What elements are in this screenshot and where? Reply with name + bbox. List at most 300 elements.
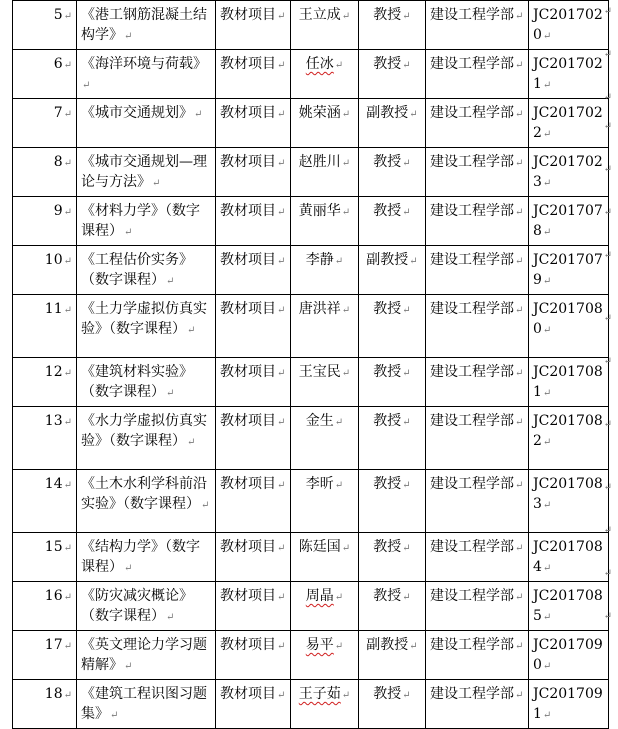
paragraph-mark: ↵ [402, 368, 411, 379]
row-number-cell [13, 99, 77, 148]
paragraph-mark: ↵ [341, 11, 351, 22]
paragraph-mark: ↵ [63, 11, 72, 22]
paragraph-mark: ↵ [542, 661, 552, 672]
row-number-cell [13, 50, 77, 99]
rank-cell [359, 50, 426, 99]
paragraph-mark: ↵ [124, 661, 133, 672]
project-code-text: JC2017021 [533, 56, 603, 92]
paragraph-mark: ↵ [402, 207, 411, 218]
paragraph-mark: ↵ [63, 480, 72, 491]
paragraph-mark: ↵ [409, 256, 418, 267]
rank-cell [359, 295, 426, 358]
person-cell [291, 533, 359, 582]
person-cell [291, 197, 359, 246]
row-number-text: 15 [44, 539, 63, 555]
project-title-cell [77, 631, 216, 680]
person-text: 李昕 [305, 476, 334, 492]
project-code-text: JC2017079 [533, 252, 603, 288]
project-title-text: 《英文理论力学习题精解》 [81, 637, 207, 673]
department-cell [426, 533, 529, 582]
paragraph-mark: ↵ [402, 60, 411, 71]
table-row [13, 148, 609, 197]
project-type-text: 教材项目 [220, 539, 276, 555]
person-text: 王立成 [298, 7, 341, 23]
paragraph-mark: ↵ [334, 60, 344, 71]
paragraph-mark: ↵ [124, 563, 133, 574]
row-number-text: 14 [44, 476, 63, 492]
paragraph-mark: ↵ [334, 480, 344, 491]
row-end-mark: ↵ [603, 482, 612, 493]
row-end-mark: ↵ [603, 250, 612, 261]
rank-text: 教授 [373, 7, 402, 23]
paragraph-mark: ↵ [341, 543, 351, 554]
paragraph-mark: ↵ [201, 500, 210, 511]
person-text: 金生 [305, 413, 334, 429]
person-text: 王宝民 [298, 364, 341, 380]
paragraph-mark: ↵ [402, 690, 411, 701]
department-cell [426, 1, 529, 50]
paragraph-mark: ↵ [402, 592, 411, 603]
paragraph-mark: ↵ [515, 690, 524, 701]
paragraph-mark: ↵ [63, 109, 72, 120]
person-cell [291, 50, 359, 99]
paragraph-mark: ↵ [63, 690, 72, 701]
project-type-cell [216, 148, 291, 197]
department-text: 建设工程学部 [430, 364, 514, 380]
rank-text: 教授 [373, 56, 402, 72]
rank-text: 教授 [373, 413, 402, 429]
paragraph-mark: ↵ [277, 207, 286, 218]
paragraph-mark: ↵ [277, 60, 286, 71]
rank-text: 副教授 [366, 252, 409, 268]
row-number-text: 5 [53, 7, 63, 23]
project-type-text: 教材项目 [220, 637, 276, 653]
row-number-cell [13, 295, 77, 358]
rank-cell [359, 246, 426, 295]
row-number-cell [13, 1, 77, 50]
paragraph-mark: ↵ [341, 305, 351, 316]
table-row [13, 631, 609, 680]
row-number-cell [13, 148, 77, 197]
row-number-cell [13, 533, 77, 582]
project-code-text: JC2017081 [533, 364, 603, 400]
paragraph-mark: ↵ [402, 417, 411, 428]
rank-text: 教授 [373, 476, 402, 492]
row-end-mark: ↵ [603, 568, 612, 579]
rank-cell [359, 582, 426, 631]
department-text: 建设工程学部 [430, 203, 514, 219]
project-title-cell [77, 407, 216, 470]
paragraph-mark: ↵ [277, 543, 286, 554]
person-cell [291, 358, 359, 407]
row-end-marks [603, 0, 612, 666]
project-title-cell [77, 1, 216, 50]
row-end-mark: ↵ [603, 6, 612, 17]
paragraph-mark: ↵ [542, 563, 552, 574]
department-text: 建设工程学部 [430, 301, 514, 317]
rank-text: 教授 [373, 364, 402, 380]
project-title-text: 《建筑工程识图习题集》 [81, 686, 207, 722]
project-code-cell [529, 631, 609, 680]
paragraph-mark: ↵ [542, 129, 552, 140]
department-text: 建设工程学部 [430, 154, 514, 170]
row-number-cell [13, 470, 77, 533]
paragraph-mark: ↵ [334, 256, 344, 267]
row-number-text: 6 [53, 56, 63, 72]
project-type-text: 教材项目 [220, 105, 276, 121]
department-cell [426, 50, 529, 99]
project-title-text: 《土力学虚拟仿真实验》（数字课程） [81, 301, 207, 337]
department-text: 建设工程学部 [430, 588, 514, 604]
paragraph-mark: ↵ [187, 437, 196, 448]
person-text: 李静 [305, 252, 334, 268]
row-end-mark: ↵ [603, 419, 612, 430]
row-end-mark: ↵ [603, 92, 612, 103]
paragraph-mark: ↵ [542, 388, 552, 399]
project-type-text: 教材项目 [220, 301, 276, 317]
project-type-cell [216, 50, 291, 99]
table-row [13, 1, 609, 50]
department-cell [426, 295, 529, 358]
paragraph-mark: ↵ [63, 60, 72, 71]
paragraph-mark: ↵ [277, 690, 286, 701]
row-number-cell [13, 680, 77, 729]
paragraph-mark: ↵ [277, 11, 286, 22]
paragraph-mark: ↵ [515, 543, 524, 554]
project-code-cell [529, 197, 609, 246]
person-text: 黄丽华 [298, 203, 341, 219]
project-type-cell [216, 246, 291, 295]
department-cell [426, 407, 529, 470]
department-cell [426, 197, 529, 246]
project-code-cell [529, 246, 609, 295]
paragraph-mark: ↵ [542, 227, 552, 238]
paragraph-mark: ↵ [277, 368, 286, 379]
paragraph-mark: ↵ [334, 641, 344, 652]
paragraph-mark: ↵ [542, 178, 552, 189]
paragraph-mark: ↵ [277, 592, 286, 603]
paragraph-mark: ↵ [515, 592, 524, 603]
project-type-cell [216, 1, 291, 50]
project-code-text: JC2017078 [533, 203, 603, 239]
project-code-text: JC2017090 [533, 637, 603, 673]
rank-cell [359, 1, 426, 50]
table-row [13, 246, 609, 295]
department-cell [426, 246, 529, 295]
paragraph-mark: ↵ [515, 11, 524, 22]
paragraph-mark: ↵ [542, 31, 552, 42]
project-type-text: 教材项目 [220, 686, 276, 702]
paragraph-mark: ↵ [402, 305, 411, 316]
paragraph-mark: ↵ [542, 710, 552, 721]
row-number-cell [13, 631, 77, 680]
project-type-cell [216, 99, 291, 148]
project-type-text: 教材项目 [220, 154, 276, 170]
table-row [13, 470, 609, 533]
department-text: 建设工程学部 [430, 7, 514, 23]
project-code-cell [529, 582, 609, 631]
paragraph-mark: ↵ [82, 80, 91, 91]
project-title-cell [77, 582, 216, 631]
person-cell [291, 1, 359, 50]
rank-cell [359, 533, 426, 582]
project-type-text: 教材项目 [220, 252, 276, 268]
project-type-cell [216, 358, 291, 407]
project-code-cell [529, 1, 609, 50]
department-cell [426, 631, 529, 680]
person-text: 周晶 [305, 588, 334, 604]
rank-text: 教授 [373, 686, 402, 702]
department-text: 建设工程学部 [430, 252, 514, 268]
row-end-mark: ↵ [603, 611, 612, 622]
project-type-cell [216, 470, 291, 533]
project-code-cell [529, 295, 609, 358]
paragraph-mark: ↵ [166, 612, 175, 623]
paragraph-mark: ↵ [515, 480, 524, 491]
project-type-text: 教材项目 [220, 364, 276, 380]
department-text: 建设工程学部 [430, 56, 514, 72]
table-row [13, 533, 609, 582]
paragraph-mark: ↵ [63, 641, 72, 652]
person-text: 姚荣涵 [298, 105, 341, 121]
paragraph-mark: ↵ [409, 641, 418, 652]
paragraph-mark: ↵ [542, 437, 552, 448]
row-end-mark: ↵ [603, 49, 612, 60]
paragraph-mark: ↵ [334, 417, 344, 428]
row-number-cell [13, 582, 77, 631]
person-text: 陈廷国 [298, 539, 341, 555]
paragraph-mark: ↵ [515, 207, 524, 218]
row-number-text: 16 [44, 588, 63, 604]
row-number-cell [13, 407, 77, 470]
project-code-cell [529, 680, 609, 729]
project-type-cell [216, 680, 291, 729]
project-code-text: JC2017023 [533, 154, 603, 190]
rank-text: 教授 [373, 203, 402, 219]
paragraph-mark: ↵ [542, 325, 552, 336]
row-number-cell [13, 246, 77, 295]
paragraph-mark: ↵ [124, 31, 133, 42]
project-type-cell [216, 407, 291, 470]
project-code-cell [529, 470, 609, 533]
project-code-text: JC2017083 [533, 476, 603, 512]
project-title-cell [77, 358, 216, 407]
paragraph-mark: ↵ [542, 500, 552, 511]
row-number-text: 12 [44, 364, 63, 380]
rank-text: 教授 [373, 539, 402, 555]
paragraph-mark: ↵ [515, 158, 524, 169]
project-code-text: JC2017080 [533, 301, 603, 337]
project-code-text: JC2017085 [533, 588, 603, 624]
paragraph-mark: ↵ [402, 543, 411, 554]
table-row [13, 358, 609, 407]
paragraph-mark: ↵ [277, 417, 286, 428]
project-code-text: JC2017022 [533, 105, 603, 141]
paragraph-mark: ↵ [341, 690, 351, 701]
paragraph-mark: ↵ [542, 612, 552, 623]
project-title-text: 《港工钢筋混凝土结构学》 [81, 7, 207, 43]
project-type-text: 教材项目 [220, 476, 276, 492]
row-end-mark: ↵ [603, 207, 612, 218]
project-code-cell [529, 533, 609, 582]
row-number-text: 9 [53, 203, 63, 219]
department-text: 建设工程学部 [430, 637, 514, 653]
project-title-text: 《工程估价实务》（数字课程） [81, 252, 193, 288]
table-row [13, 582, 609, 631]
row-end-mark: ↵ [603, 164, 612, 175]
rank-cell [359, 99, 426, 148]
paragraph-mark: ↵ [341, 368, 351, 379]
paragraph-mark: ↵ [341, 207, 351, 218]
project-type-cell [216, 582, 291, 631]
project-type-cell [216, 197, 291, 246]
department-cell [426, 99, 529, 148]
project-code-cell [529, 148, 609, 197]
paragraph-mark: ↵ [277, 256, 286, 267]
paragraph-mark: ↵ [63, 158, 72, 169]
rank-text: 副教授 [366, 637, 409, 653]
department-cell [426, 582, 529, 631]
paragraph-mark: ↵ [63, 305, 72, 316]
table-row [13, 680, 609, 729]
paragraph-mark: ↵ [402, 158, 411, 169]
paragraph-mark: ↵ [63, 543, 72, 554]
person-text: 唐洪祥 [298, 301, 341, 317]
paragraph-mark: ↵ [63, 207, 72, 218]
paragraph-mark: ↵ [341, 109, 351, 120]
project-title-text: 《城市交通规划—理论与方法》 [81, 154, 207, 190]
rank-text: 教授 [373, 588, 402, 604]
project-title-cell [77, 197, 216, 246]
project-title-cell [77, 148, 216, 197]
department-cell [426, 470, 529, 533]
row-end-mark: ↵ [603, 121, 612, 132]
paragraph-mark: ↵ [63, 417, 72, 428]
row-number-text: 8 [53, 154, 63, 170]
rank-cell [359, 358, 426, 407]
row-number-text: 7 [53, 105, 63, 121]
department-text: 建设工程学部 [430, 105, 514, 121]
department-text: 建设工程学部 [430, 476, 514, 492]
project-title-text: 《水力学虚拟仿真实验》（数字课程） [81, 413, 207, 449]
paragraph-mark: ↵ [515, 368, 524, 379]
project-title-text: 《结构力学》（数字课程） [81, 539, 200, 575]
department-text: 建设工程学部 [430, 539, 514, 555]
department-text: 建设工程学部 [430, 686, 514, 702]
person-cell [291, 295, 359, 358]
project-type-cell [216, 533, 291, 582]
project-title-cell [77, 680, 216, 729]
rank-cell [359, 680, 426, 729]
paragraph-mark: ↵ [187, 325, 196, 336]
row-number-cell [13, 358, 77, 407]
project-type-text: 教材项目 [220, 56, 276, 72]
project-title-cell [77, 470, 216, 533]
table-row [13, 197, 609, 246]
rank-text: 副教授 [366, 105, 409, 121]
person-cell [291, 407, 359, 470]
paragraph-mark: ↵ [63, 592, 72, 603]
row-number-text: 11 [44, 301, 63, 317]
row-end-mark: ↵ [603, 356, 612, 367]
rank-text: 教授 [373, 301, 402, 317]
paragraph-mark: ↵ [515, 417, 524, 428]
project-code-cell [529, 407, 609, 470]
project-title-cell [77, 295, 216, 358]
project-type-cell [216, 295, 291, 358]
project-type-text: 教材项目 [220, 203, 276, 219]
person-cell [291, 246, 359, 295]
project-code-text: JC2017020 [533, 7, 603, 43]
person-cell [291, 631, 359, 680]
project-title-cell [77, 99, 216, 148]
paragraph-mark: ↵ [152, 178, 161, 189]
project-type-cell [216, 631, 291, 680]
project-code-cell [529, 99, 609, 148]
paragraph-mark: ↵ [124, 227, 133, 238]
paragraph-mark: ↵ [515, 256, 524, 267]
table-row [13, 99, 609, 148]
person-cell [291, 148, 359, 197]
row-number-text: 18 [44, 686, 63, 702]
department-cell [426, 148, 529, 197]
table-body [13, 1, 609, 729]
paragraph-mark: ↵ [166, 388, 175, 399]
project-type-text: 教材项目 [220, 588, 276, 604]
row-number-text: 13 [44, 413, 63, 429]
paragraph-mark: ↵ [110, 710, 119, 721]
person-cell [291, 470, 359, 533]
row-number-text: 17 [44, 637, 63, 653]
person-cell [291, 582, 359, 631]
project-title-cell [77, 246, 216, 295]
project-title-text: 《建筑材料实验》（数字课程） [81, 364, 193, 400]
project-code-text: JC2017091 [533, 686, 603, 722]
paragraph-mark: ↵ [334, 592, 344, 603]
person-text: 易平 [305, 637, 334, 653]
table-row [13, 295, 609, 358]
table-row [13, 50, 609, 99]
project-title-cell [77, 50, 216, 99]
paragraph-mark: ↵ [277, 305, 286, 316]
rank-cell [359, 631, 426, 680]
person-cell [291, 99, 359, 148]
paragraph-mark: ↵ [277, 158, 286, 169]
project-code-cell [529, 50, 609, 99]
paragraph-mark: ↵ [277, 480, 286, 491]
rank-cell [359, 148, 426, 197]
paragraph-mark: ↵ [515, 109, 524, 120]
row-number-text: 10 [44, 252, 63, 268]
row-end-mark: ↵ [603, 313, 612, 324]
project-title-cell [77, 533, 216, 582]
rank-cell [359, 470, 426, 533]
paragraph-mark: ↵ [63, 368, 72, 379]
person-text: 赵胜川 [298, 154, 341, 170]
row-end-mark: ↵ [603, 525, 612, 536]
paragraph-mark: ↵ [63, 256, 72, 267]
row-number-cell [13, 197, 77, 246]
project-title-text: 《海洋环境与荷载》 [81, 56, 207, 72]
paragraph-mark: ↵ [409, 109, 418, 120]
department-text: 建设工程学部 [430, 413, 514, 429]
department-cell [426, 680, 529, 729]
project-code-cell [529, 358, 609, 407]
paragraph-mark: ↵ [277, 641, 286, 652]
paragraph-mark: ↵ [515, 305, 524, 316]
project-type-text: 教材项目 [220, 413, 276, 429]
project-code-text: JC2017082 [533, 413, 603, 449]
